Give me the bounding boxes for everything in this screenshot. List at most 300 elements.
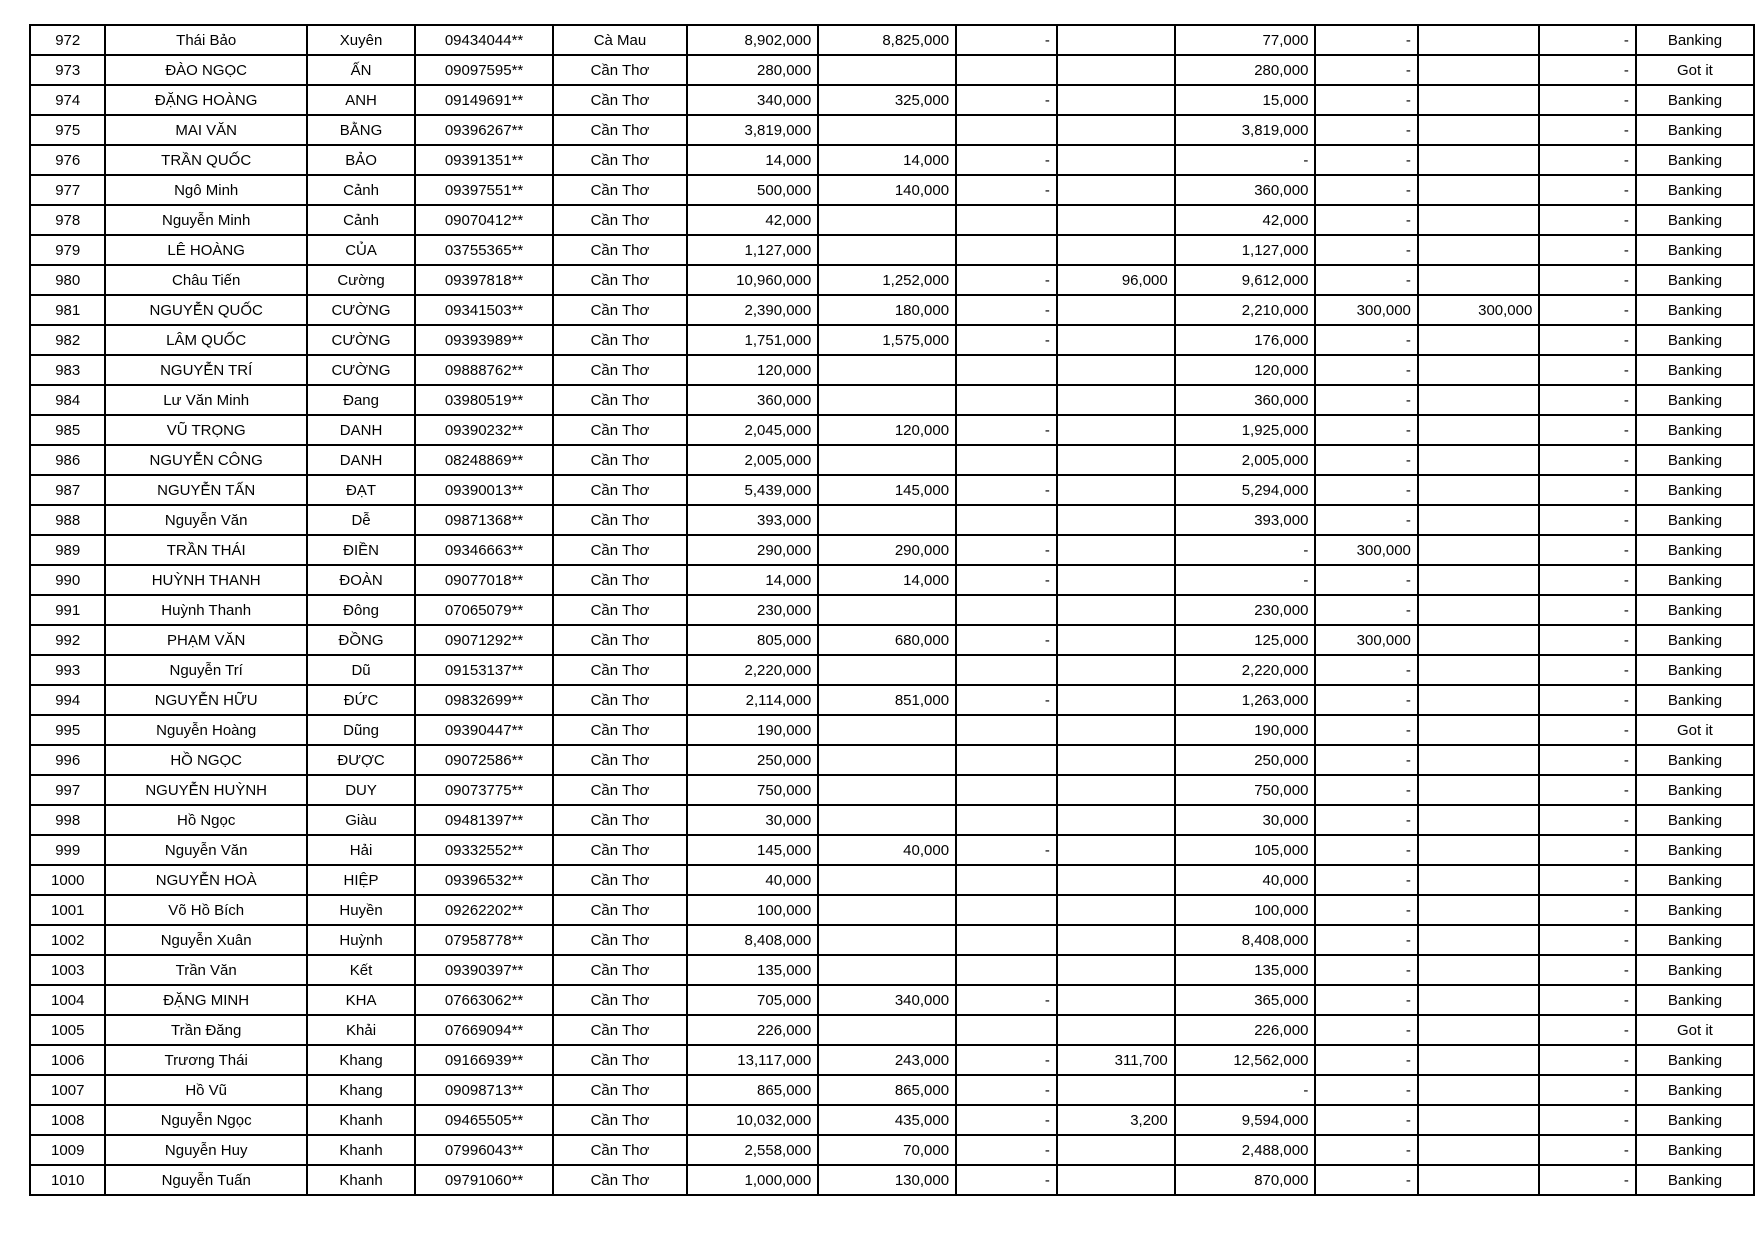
row-number-cell: 991 xyxy=(30,595,105,625)
remaining-amount-cell: 750,000 xyxy=(1175,775,1316,805)
row-number-cell: 974 xyxy=(30,85,105,115)
phone-cell: 09097595** xyxy=(415,55,553,85)
dash-1-cell xyxy=(956,745,1057,775)
extra-amount-2-cell xyxy=(1418,925,1539,955)
last-name-cell: Giàu xyxy=(307,805,415,835)
dash-1-cell xyxy=(956,235,1057,265)
province-cell: Cần Thơ xyxy=(553,685,687,715)
row-number-cell: 1000 xyxy=(30,865,105,895)
status-cell: Banking xyxy=(1636,475,1754,505)
adjustment-amount-cell: 3,200 xyxy=(1057,1105,1175,1135)
table-row xyxy=(30,565,1754,595)
last-name-cell: CƯỜNG xyxy=(307,355,415,385)
first-name-cell: Hồ Vũ xyxy=(105,1075,306,1105)
last-name-cell: ĐỨC xyxy=(307,685,415,715)
dash-1-cell xyxy=(956,805,1057,835)
dash-2-cell: - xyxy=(1539,745,1636,775)
extra-amount-2-cell xyxy=(1418,325,1539,355)
extra-amount-2-cell xyxy=(1418,145,1539,175)
remaining-amount-cell: - xyxy=(1175,145,1316,175)
adjustment-amount-cell xyxy=(1057,655,1175,685)
table-row xyxy=(30,205,1754,235)
first-name-cell: NGUYỄN HỮU xyxy=(105,685,306,715)
amount-2-cell xyxy=(818,595,956,625)
last-name-cell: ANH xyxy=(307,85,415,115)
dash-1-cell xyxy=(956,205,1057,235)
total-amount-cell: 1,751,000 xyxy=(687,325,818,355)
extra-amount-2-cell xyxy=(1418,205,1539,235)
amount-2-cell: 140,000 xyxy=(818,175,956,205)
extra-amount-1-cell: - xyxy=(1315,415,1417,445)
row-number-cell: 987 xyxy=(30,475,105,505)
phone-cell: 09393989** xyxy=(415,325,553,355)
total-amount-cell: 2,390,000 xyxy=(687,295,818,325)
first-name-cell: TRẦN THÁI xyxy=(105,535,306,565)
status-cell: Banking xyxy=(1636,835,1754,865)
first-name-cell: Trần Đăng xyxy=(105,1015,306,1045)
dash-2-cell: - xyxy=(1539,205,1636,235)
first-name-cell: Nguyễn Huy xyxy=(105,1135,306,1165)
dash-1-cell: - xyxy=(956,535,1057,565)
remaining-amount-cell: 870,000 xyxy=(1175,1165,1316,1195)
amount-2-cell: 14,000 xyxy=(818,145,956,175)
total-amount-cell: 100,000 xyxy=(687,895,818,925)
table-row xyxy=(30,55,1754,85)
phone-cell: 09434044** xyxy=(415,25,553,55)
dash-2-cell: - xyxy=(1539,535,1636,565)
extra-amount-1-cell: - xyxy=(1315,265,1417,295)
extra-amount-2-cell xyxy=(1418,655,1539,685)
extra-amount-2-cell xyxy=(1418,385,1539,415)
row-number-cell: 973 xyxy=(30,55,105,85)
adjustment-amount-cell xyxy=(1057,565,1175,595)
status-cell: Banking xyxy=(1636,1105,1754,1135)
dash-1-cell xyxy=(956,55,1057,85)
adjustment-amount-cell xyxy=(1057,805,1175,835)
extra-amount-1-cell: - xyxy=(1315,745,1417,775)
province-cell: Cần Thơ xyxy=(553,775,687,805)
phone-cell: 09070412** xyxy=(415,205,553,235)
province-cell: Cần Thơ xyxy=(553,1075,687,1105)
dash-2-cell: - xyxy=(1539,655,1636,685)
table-row xyxy=(30,385,1754,415)
remaining-amount-cell: 2,220,000 xyxy=(1175,655,1316,685)
extra-amount-1-cell: - xyxy=(1315,595,1417,625)
province-cell: Cần Thơ xyxy=(553,205,687,235)
status-cell: Banking xyxy=(1636,925,1754,955)
amount-2-cell: 180,000 xyxy=(818,295,956,325)
first-name-cell: Võ Hồ Bích xyxy=(105,895,306,925)
amount-2-cell xyxy=(818,955,956,985)
total-amount-cell: 42,000 xyxy=(687,205,818,235)
province-cell: Cần Thơ xyxy=(553,235,687,265)
status-cell: Banking xyxy=(1636,175,1754,205)
adjustment-amount-cell xyxy=(1057,985,1175,1015)
extra-amount-2-cell xyxy=(1418,235,1539,265)
last-name-cell: Khang xyxy=(307,1045,415,1075)
first-name-cell: Trần Văn xyxy=(105,955,306,985)
phone-cell: 03755365** xyxy=(415,235,553,265)
adjustment-amount-cell xyxy=(1057,355,1175,385)
extra-amount-2-cell xyxy=(1418,535,1539,565)
province-cell: Cần Thơ xyxy=(553,565,687,595)
table-row xyxy=(30,265,1754,295)
first-name-cell: HUỲNH THANH xyxy=(105,565,306,595)
extra-amount-1-cell: - xyxy=(1315,1135,1417,1165)
amount-2-cell: 40,000 xyxy=(818,835,956,865)
province-cell: Cần Thơ xyxy=(553,895,687,925)
province-cell: Cần Thơ xyxy=(553,415,687,445)
amount-2-cell xyxy=(818,715,956,745)
extra-amount-1-cell: - xyxy=(1315,235,1417,265)
adjustment-amount-cell xyxy=(1057,205,1175,235)
row-number-cell: 979 xyxy=(30,235,105,265)
dash-1-cell: - xyxy=(956,145,1057,175)
last-name-cell: Dễ xyxy=(307,505,415,535)
row-number-cell: 996 xyxy=(30,745,105,775)
extra-amount-1-cell: - xyxy=(1315,1105,1417,1135)
table-row xyxy=(30,775,1754,805)
row-number-cell: 980 xyxy=(30,265,105,295)
amount-2-cell xyxy=(818,505,956,535)
total-amount-cell: 360,000 xyxy=(687,385,818,415)
phone-cell: 09071292** xyxy=(415,625,553,655)
first-name-cell: ĐẶNG HOÀNG xyxy=(105,85,306,115)
last-name-cell: Dũng xyxy=(307,715,415,745)
dash-2-cell: - xyxy=(1539,1165,1636,1195)
table-row xyxy=(30,325,1754,355)
total-amount-cell: 226,000 xyxy=(687,1015,818,1045)
table-row xyxy=(30,1165,1754,1195)
total-amount-cell: 250,000 xyxy=(687,745,818,775)
first-name-cell: NGUYỄN CÔNG xyxy=(105,445,306,475)
dash-1-cell: - xyxy=(956,1075,1057,1105)
extra-amount-2-cell xyxy=(1418,1135,1539,1165)
phone-cell: 09166939** xyxy=(415,1045,553,1075)
sheet xyxy=(29,24,1755,1196)
row-number-cell: 975 xyxy=(30,115,105,145)
dash-2-cell: - xyxy=(1539,25,1636,55)
remaining-amount-cell: - xyxy=(1175,1075,1316,1105)
last-name-cell: Xuyên xyxy=(307,25,415,55)
dash-2-cell: - xyxy=(1539,175,1636,205)
status-cell: Banking xyxy=(1636,805,1754,835)
extra-amount-1-cell: - xyxy=(1315,955,1417,985)
amount-2-cell xyxy=(818,865,956,895)
amount-2-cell: 325,000 xyxy=(818,85,956,115)
last-name-cell: Dũ xyxy=(307,655,415,685)
dash-2-cell: - xyxy=(1539,1015,1636,1045)
adjustment-amount-cell xyxy=(1057,535,1175,565)
remaining-amount-cell: 40,000 xyxy=(1175,865,1316,895)
last-name-cell: ĐẠT xyxy=(307,475,415,505)
extra-amount-1-cell: - xyxy=(1315,1015,1417,1045)
table-row xyxy=(30,805,1754,835)
dash-2-cell: - xyxy=(1539,1135,1636,1165)
amount-2-cell: 290,000 xyxy=(818,535,956,565)
status-cell: Banking xyxy=(1636,25,1754,55)
adjustment-amount-cell xyxy=(1057,625,1175,655)
table-row xyxy=(30,415,1754,445)
remaining-amount-cell: 1,127,000 xyxy=(1175,235,1316,265)
total-amount-cell: 10,960,000 xyxy=(687,265,818,295)
table-row xyxy=(30,685,1754,715)
province-cell: Cần Thơ xyxy=(553,115,687,145)
remaining-amount-cell: 393,000 xyxy=(1175,505,1316,535)
total-amount-cell: 40,000 xyxy=(687,865,818,895)
total-amount-cell: 2,114,000 xyxy=(687,685,818,715)
last-name-cell: ẤN xyxy=(307,55,415,85)
extra-amount-1-cell: - xyxy=(1315,175,1417,205)
remaining-amount-cell: 42,000 xyxy=(1175,205,1316,235)
total-amount-cell: 13,117,000 xyxy=(687,1045,818,1075)
last-name-cell: Cường xyxy=(307,265,415,295)
dash-2-cell: - xyxy=(1539,895,1636,925)
province-cell: Cần Thơ xyxy=(553,1045,687,1075)
status-cell: Banking xyxy=(1636,1075,1754,1105)
total-amount-cell: 805,000 xyxy=(687,625,818,655)
amount-2-cell: 243,000 xyxy=(818,1045,956,1075)
last-name-cell: Khang xyxy=(307,1075,415,1105)
extra-amount-1-cell: - xyxy=(1315,1165,1417,1195)
extra-amount-1-cell: - xyxy=(1315,445,1417,475)
last-name-cell: Khanh xyxy=(307,1165,415,1195)
province-cell: Cần Thơ xyxy=(553,475,687,505)
extra-amount-2-cell xyxy=(1418,1045,1539,1075)
extra-amount-2-cell xyxy=(1418,595,1539,625)
extra-amount-2-cell xyxy=(1418,715,1539,745)
row-number-cell: 1006 xyxy=(30,1045,105,1075)
province-cell: Cần Thơ xyxy=(553,865,687,895)
last-name-cell: Hải xyxy=(307,835,415,865)
table-row xyxy=(30,475,1754,505)
last-name-cell: Đang xyxy=(307,385,415,415)
dash-1-cell: - xyxy=(956,985,1057,1015)
amount-2-cell: 120,000 xyxy=(818,415,956,445)
dash-1-cell xyxy=(956,385,1057,415)
extra-amount-2-cell xyxy=(1418,1105,1539,1135)
row-number-cell: 1004 xyxy=(30,985,105,1015)
dash-1-cell xyxy=(956,865,1057,895)
remaining-amount-cell: - xyxy=(1175,565,1316,595)
row-number-cell: 995 xyxy=(30,715,105,745)
province-cell: Cần Thơ xyxy=(553,1135,687,1165)
extra-amount-2-cell xyxy=(1418,685,1539,715)
amount-2-cell: 435,000 xyxy=(818,1105,956,1135)
table-row xyxy=(30,835,1754,865)
table-row xyxy=(30,145,1754,175)
first-name-cell: LÊ HOÀNG xyxy=(105,235,306,265)
table-row xyxy=(30,25,1754,55)
last-name-cell: DANH xyxy=(307,445,415,475)
remaining-amount-cell: 105,000 xyxy=(1175,835,1316,865)
remaining-amount-cell: 230,000 xyxy=(1175,595,1316,625)
amount-2-cell xyxy=(818,445,956,475)
amount-2-cell: 70,000 xyxy=(818,1135,956,1165)
dash-2-cell: - xyxy=(1539,505,1636,535)
dash-1-cell xyxy=(956,355,1057,385)
first-name-cell: HỒ NGỌC xyxy=(105,745,306,775)
total-amount-cell: 5,439,000 xyxy=(687,475,818,505)
first-name-cell: Nguyễn Hoàng xyxy=(105,715,306,745)
table-row xyxy=(30,535,1754,565)
first-name-cell: Hồ Ngọc xyxy=(105,805,306,835)
province-cell: Cần Thơ xyxy=(553,325,687,355)
status-cell: Banking xyxy=(1636,955,1754,985)
adjustment-amount-cell xyxy=(1057,1015,1175,1045)
row-number-cell: 1009 xyxy=(30,1135,105,1165)
amount-2-cell: 8,825,000 xyxy=(818,25,956,55)
province-cell: Cần Thơ xyxy=(553,145,687,175)
extra-amount-1-cell: - xyxy=(1315,115,1417,145)
dash-2-cell: - xyxy=(1539,415,1636,445)
status-cell: Banking xyxy=(1636,1165,1754,1195)
last-name-cell: HIỆP xyxy=(307,865,415,895)
province-cell: Cần Thơ xyxy=(553,265,687,295)
table-row xyxy=(30,715,1754,745)
dash-2-cell: - xyxy=(1539,685,1636,715)
phone-cell: 09346663** xyxy=(415,535,553,565)
province-cell: Cần Thơ xyxy=(553,955,687,985)
amount-2-cell xyxy=(818,235,956,265)
adjustment-amount-cell xyxy=(1057,865,1175,895)
extra-amount-1-cell: 300,000 xyxy=(1315,295,1417,325)
extra-amount-1-cell: - xyxy=(1315,985,1417,1015)
status-cell: Banking xyxy=(1636,655,1754,685)
province-cell: Cần Thơ xyxy=(553,745,687,775)
row-number-cell: 986 xyxy=(30,445,105,475)
status-cell: Banking xyxy=(1636,595,1754,625)
first-name-cell: NGUYỄN TẤN xyxy=(105,475,306,505)
table-row xyxy=(30,355,1754,385)
extra-amount-1-cell: - xyxy=(1315,775,1417,805)
total-amount-cell: 705,000 xyxy=(687,985,818,1015)
table-row xyxy=(30,655,1754,685)
dash-2-cell: - xyxy=(1539,1045,1636,1075)
province-cell: Cần Thơ xyxy=(553,805,687,835)
extra-amount-1-cell: - xyxy=(1315,925,1417,955)
province-cell: Cần Thơ xyxy=(553,1015,687,1045)
status-cell: Banking xyxy=(1636,775,1754,805)
status-cell: Banking xyxy=(1636,505,1754,535)
extra-amount-2-cell xyxy=(1418,835,1539,865)
phone-cell: 09098713** xyxy=(415,1075,553,1105)
total-amount-cell: 145,000 xyxy=(687,835,818,865)
province-cell: Cà Mau xyxy=(553,25,687,55)
dash-1-cell xyxy=(956,715,1057,745)
adjustment-amount-cell xyxy=(1057,235,1175,265)
table-row xyxy=(30,85,1754,115)
status-cell: Banking xyxy=(1636,625,1754,655)
adjustment-amount-cell xyxy=(1057,685,1175,715)
dash-2-cell: - xyxy=(1539,85,1636,115)
extra-amount-2-cell xyxy=(1418,895,1539,925)
remaining-amount-cell: 5,294,000 xyxy=(1175,475,1316,505)
row-number-cell: 982 xyxy=(30,325,105,355)
phone-cell: 09390013** xyxy=(415,475,553,505)
row-number-cell: 1001 xyxy=(30,895,105,925)
adjustment-amount-cell xyxy=(1057,295,1175,325)
last-name-cell: CƯỜNG xyxy=(307,325,415,355)
status-cell: Banking xyxy=(1636,235,1754,265)
total-amount-cell: 1,127,000 xyxy=(687,235,818,265)
extra-amount-1-cell: - xyxy=(1315,55,1417,85)
remaining-amount-cell: - xyxy=(1175,535,1316,565)
first-name-cell: Nguyễn Ngọc xyxy=(105,1105,306,1135)
dash-1-cell: - xyxy=(956,175,1057,205)
extra-amount-2-cell xyxy=(1418,1015,1539,1045)
status-cell: Banking xyxy=(1636,85,1754,115)
first-name-cell: NGUYỄN HUỲNH xyxy=(105,775,306,805)
extra-amount-2-cell xyxy=(1418,505,1539,535)
total-amount-cell: 2,220,000 xyxy=(687,655,818,685)
dash-2-cell: - xyxy=(1539,835,1636,865)
dash-1-cell xyxy=(956,895,1057,925)
extra-amount-2-cell xyxy=(1418,1165,1539,1195)
dash-2-cell: - xyxy=(1539,385,1636,415)
adjustment-amount-cell: 96,000 xyxy=(1057,265,1175,295)
total-amount-cell: 500,000 xyxy=(687,175,818,205)
remaining-amount-cell: 250,000 xyxy=(1175,745,1316,775)
status-cell: Banking xyxy=(1636,205,1754,235)
remaining-amount-cell: 360,000 xyxy=(1175,385,1316,415)
dash-1-cell: - xyxy=(956,565,1057,595)
adjustment-amount-cell xyxy=(1057,415,1175,445)
extra-amount-1-cell: - xyxy=(1315,475,1417,505)
total-amount-cell: 2,045,000 xyxy=(687,415,818,445)
phone-cell: 07065079** xyxy=(415,595,553,625)
dash-2-cell: - xyxy=(1539,775,1636,805)
extra-amount-2-cell xyxy=(1418,625,1539,655)
status-cell: Banking xyxy=(1636,1135,1754,1165)
extra-amount-1-cell: - xyxy=(1315,565,1417,595)
first-name-cell: Thái Bảo xyxy=(105,25,306,55)
remaining-amount-cell: 190,000 xyxy=(1175,715,1316,745)
phone-cell: 09153137** xyxy=(415,655,553,685)
phone-cell: 09871368** xyxy=(415,505,553,535)
phone-cell: 07996043** xyxy=(415,1135,553,1165)
status-cell: Banking xyxy=(1636,385,1754,415)
total-amount-cell: 1,000,000 xyxy=(687,1165,818,1195)
extra-amount-1-cell: 300,000 xyxy=(1315,625,1417,655)
extra-amount-2-cell xyxy=(1418,865,1539,895)
extra-amount-2-cell xyxy=(1418,1075,1539,1105)
adjustment-amount-cell xyxy=(1057,175,1175,205)
dash-2-cell: - xyxy=(1539,715,1636,745)
province-cell: Cần Thơ xyxy=(553,1165,687,1195)
first-name-cell: ĐÀO NGỌC xyxy=(105,55,306,85)
status-cell: Banking xyxy=(1636,1045,1754,1075)
remaining-amount-cell: 360,000 xyxy=(1175,175,1316,205)
dash-2-cell: - xyxy=(1539,235,1636,265)
table-row xyxy=(30,295,1754,325)
total-amount-cell: 8,408,000 xyxy=(687,925,818,955)
remaining-amount-cell: 2,005,000 xyxy=(1175,445,1316,475)
phone-cell: 09072586** xyxy=(415,745,553,775)
status-cell: Banking xyxy=(1636,565,1754,595)
dash-2-cell: - xyxy=(1539,1075,1636,1105)
table-row xyxy=(30,625,1754,655)
remaining-amount-cell: 9,594,000 xyxy=(1175,1105,1316,1135)
dash-1-cell: - xyxy=(956,835,1057,865)
dash-1-cell: - xyxy=(956,1105,1057,1135)
row-number-cell: 977 xyxy=(30,175,105,205)
province-cell: Cần Thơ xyxy=(553,715,687,745)
dash-2-cell: - xyxy=(1539,865,1636,895)
phone-cell: 09390447** xyxy=(415,715,553,745)
dash-1-cell: - xyxy=(956,685,1057,715)
status-cell: Got it xyxy=(1636,715,1754,745)
